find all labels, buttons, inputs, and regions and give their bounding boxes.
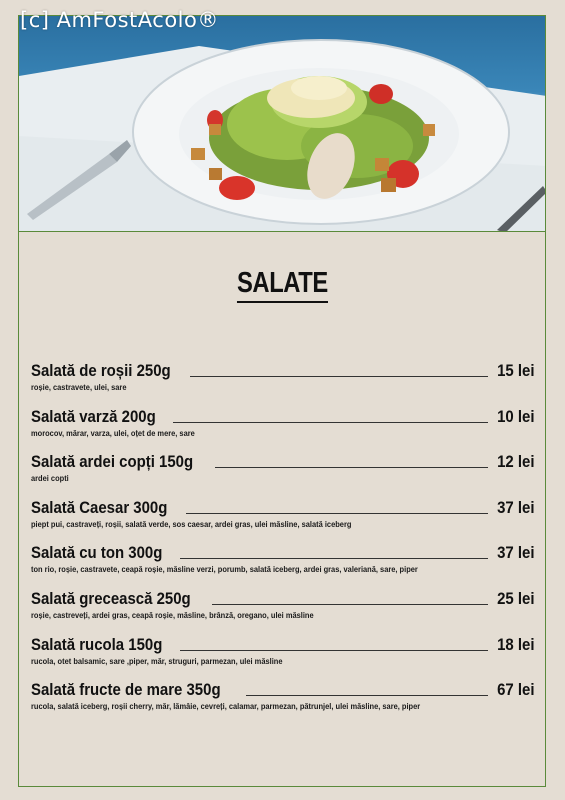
menu-list: [31, 355, 535, 720]
menu-item: [31, 446, 535, 492]
leader-line: [180, 558, 488, 559]
menu-item: [31, 583, 535, 629]
item-name: Salată Caesar 300g: [31, 497, 168, 517]
item-description: roșie, castreveți, ardei gras, ceapă roșie, măsline, brânză, oregano, ulei măsline: [31, 609, 314, 620]
item-price: 18 lei: [497, 634, 535, 654]
item-name: Salată fructe de mare 350g: [31, 680, 221, 700]
item-price: 25 lei: [497, 588, 535, 608]
leader-line: [212, 604, 488, 605]
item-description: ardei copti: [31, 473, 69, 484]
item-price: 10 lei: [497, 406, 535, 426]
item-name: Salată varză 200g: [31, 406, 156, 426]
menu-item: [31, 674, 535, 720]
item-name: Salată ardei copți 150g: [31, 452, 194, 472]
watermark: [c] AmFostAcolo®: [20, 8, 219, 32]
menu-item: [31, 537, 535, 583]
item-name: Salată rucola 150g: [31, 634, 163, 654]
item-price: 67 lei: [497, 680, 535, 700]
salad-photo: [18, 15, 546, 232]
item-price: 15 lei: [497, 361, 535, 380]
menu-item: [31, 492, 535, 538]
menu-item: [31, 401, 535, 447]
leader-line: [173, 422, 489, 423]
page-title: SALATE: [237, 268, 328, 303]
item-description: roșie, castravete, ulei, sare: [31, 382, 127, 392]
item-name: Salată de roșii 250g: [31, 361, 171, 380]
leader-line: [180, 650, 488, 651]
item-description: rucola, salată iceberg, roșii cherry, măr, lămâie, cevreți, calamar, parmezan, pătrunjel, ulei măsline, sare, piper: [31, 701, 421, 712]
item-name: Salată grecească 250g: [31, 588, 191, 608]
item-description: rucola, otet balsamic, sare ,piper, măr, struguri, parmezan, ulei măsline: [31, 655, 283, 666]
item-name: Salată cu ton 300g: [31, 543, 163, 563]
menu-item: [31, 629, 535, 675]
caesar-salad-plate-photo: [19, 16, 546, 232]
leader-line: [215, 467, 488, 468]
leader-line: [186, 513, 488, 514]
item-description: ton rio, roșie, castravete, ceapă roșie, măsline verzi, porumb, salată iceberg, ardei gras, valeriană, sare, piper: [31, 564, 418, 575]
item-description: piept pui, castraveți, roșii, salată verde, sos caesar, ardei gras, ulei măsline, salată iceberg: [31, 518, 352, 529]
item-price: 12 lei: [497, 452, 535, 472]
leader-line: [246, 695, 488, 696]
item-price: 37 lei: [497, 543, 535, 563]
item-description: morocov, mărar, varza, ulei, oțet de mere, sare: [31, 427, 195, 438]
menu-item: [31, 355, 535, 401]
leader-line: [190, 376, 489, 377]
item-price: 37 lei: [497, 497, 535, 517]
